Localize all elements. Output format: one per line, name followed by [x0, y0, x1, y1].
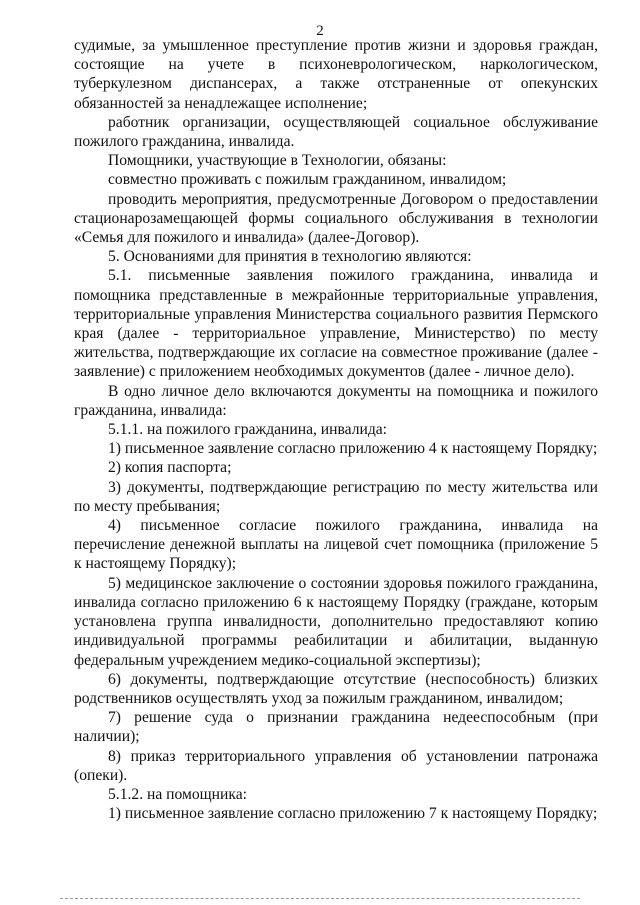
paragraph-live-together: совместно проживать с пожилым гражданином, инвалидом; — [108, 171, 507, 189]
paragraph-assistants-obligations: Помощники, участвующие в Технологии, обязаны: — [108, 152, 447, 170]
paragraph-carry-out-activities: проводить мероприятия, предусмотренные Договором о предоставлении стационарозамещающей формы социального обслуживания в технологии «Семья для пожилого и инвалида» (далее-Договор). — [74, 190, 598, 247]
paragraph-section-5-1-2: 5.1.2. на помощника: — [108, 785, 247, 803]
list-item-2: 2) копия паспорта; — [108, 459, 232, 477]
list-item-4: 4) письменное согласие пожилого гражданина, инвалида на перечисление денежной выплаты на лицевой счет помощника (приложение 5 к настоящему Порядку); — [74, 517, 598, 573]
assistant-list-item-1: 1) письменное заявление согласно приложению 7 к настоящему Порядку; — [108, 805, 598, 823]
paragraph-personal-file: В одно личное дело включаются документы на помощника и пожилого гражданина, инвалида: — [74, 382, 598, 419]
page-number: 2 — [316, 23, 324, 39]
list-item-8: 8) приказ территориального управления об установлении патронажа (опеки). — [74, 747, 598, 784]
list-item-6: 6) документы, подтверждающие отсутствие (неспособность) близких родственников осуществлять уход за пожилым гражданином, инвалидом; — [74, 670, 598, 707]
list-item-1: 1) письменное заявление согласно приложению 4 к настоящему Порядку; — [108, 440, 598, 458]
paragraph-section-5: 5. Основаниями для принятия в технологию являются: — [108, 248, 472, 266]
paragraph-organization-worker: работник организации, осуществляющей социальное обслуживание пожилого гражданина, инвалида. — [74, 113, 598, 151]
list-item-5: 5) медицинское заключение о состоянии здоровья пожилого гражданина, инвалида согласно приложению 6 к настоящему Порядку (граждане, которым установлена группа инвалидности, дополнительно предоставляют копию индивидуальной программы реабилитации и абилитации, выданную федеральным учреждением медико-социальной экспертизы); — [74, 574, 598, 669]
document-body — [74, 36, 598, 823]
scan-edge-line — [60, 898, 580, 899]
paragraph-convicted-persons: судимые, за умышленное преступление против жизни и здоровья граждан, состоящие на учете в психоневрологическом, наркологическом, туберкулезном диспансерах, а также отстраненные от опекунских обязанностей за ненадлежащее исполнение; — [74, 37, 598, 112]
paragraph-section-5-1-1: 5.1.1. на пожилого гражданина, инвалида: — [108, 421, 388, 439]
paragraph-section-5-1: 5.1. письменные заявления пожилого гражданина, инвалида и помощника представленные в межрайонные территориальные управления, территориальные управления Министерства социального развития Пермского края (далее - территориальное управление, Министерство) по месту жительства, подтверждающие их согласие на совместное проживание (далее - заявление) с приложением необходимых документов (далее - личное дело). — [74, 267, 598, 381]
list-item-3: 3) документы, подтверждающие регистрацию по месту жительства или по месту пребывания; — [74, 478, 598, 515]
list-item-7: 7) решение суда о признании гражданина недееспособным (при наличии); — [74, 709, 598, 746]
